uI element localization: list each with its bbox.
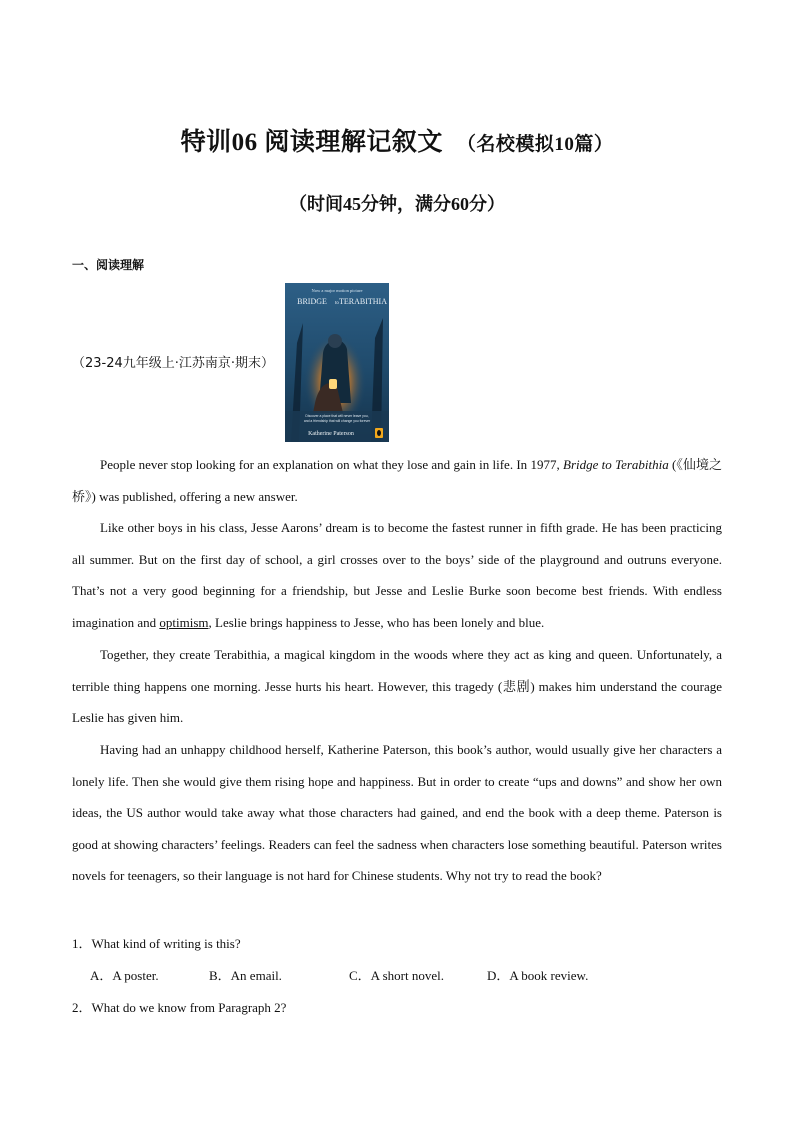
- cover-title-left: BRIDGE: [297, 297, 327, 306]
- cover-blurb-line-1: Discover a place that will never leave you,: [305, 414, 369, 418]
- question-1-option-c: C．A short novel.: [349, 968, 444, 983]
- page-subtitle: （时间45分钟，满分60分）: [289, 194, 505, 214]
- page-title: [0, 122, 794, 158]
- passage-paragraph-1: People never stop looking for an explanation on what they lose and gain in life. In 1977, Bridge to Terabithia (《仙境之桥》) was published, offering a new answer.: [72, 457, 722, 504]
- section-heading: 一、阅读理解: [72, 258, 145, 272]
- title-sub: （名校模拟10篇）: [456, 134, 614, 155]
- question-1-option-a: A．A poster.: [90, 968, 159, 983]
- question-2-stem: 2．What do we know from Paragraph 2?: [72, 1000, 287, 1015]
- cover-title-right: TERABITHIA: [339, 297, 387, 306]
- cover-author: Katherine Paterson: [308, 431, 354, 437]
- question-1-stem: 1．What kind of writing is this?: [72, 936, 241, 951]
- underlined-word: optimism: [159, 614, 209, 630]
- cover-blurb-line-2: and a friendship that will change you forever: [303, 419, 371, 423]
- passage-paragraph-2: Like other boys in his class, Jesse Aarons’ dream is to become the fastest runner in fifth grade. He has been practicing all summer. But on the first day of school, a girl crosses over to the boys’ side of the playground and outruns everyone. That’s not a very good beginning for a friendship, but Jesse and Leslie Burke soon become best friends. With endless imagination and optimism, Leslie brings happiness to Jesse, who has been lonely and blue.: [72, 520, 722, 630]
- book-cover-image: [285, 283, 389, 442]
- penguin-icon: [375, 428, 383, 438]
- cover-title-mid: to: [335, 301, 339, 306]
- question-1-option-d: D．A book review.: [487, 968, 589, 983]
- cover-top-line: Now a major motion picture: [311, 288, 363, 293]
- book-title: Bridge to Terabithia: [563, 457, 669, 472]
- title-main: 特训06 阅读理解记叙文: [180, 129, 443, 156]
- question-1-option-b: B．An email.: [209, 968, 282, 983]
- passage-paragraph-4: Having had an unhappy childhood herself, Katherine Paterson, this book’s author, would usually give her characters a lonely life. Then she would give them rising hope and happiness. But in order to create “ups and downs” and show her own ideas, the US author would take away what those characters had gained, and end the book with a deep theme. Paterson is good at showing characters’ feelings. Readers can feel the sadness when characters lose something beautiful. Paterson writes novels for teenagers, so their language is not hard for Chinese students. Why not try to read the book?: [72, 742, 722, 884]
- passage-paragraph-3: Together, they create Terabithia, a magical kingdom in the woods where they act as king and queen. Unfortunately, a terrible thing happens one morning. Jesse hurts his heart. However, this tragedy (悲剧) makes him understand the courage Leslie has given him.: [72, 647, 722, 726]
- question-source: （23-24九年级上·江苏南京·期末）: [72, 356, 275, 371]
